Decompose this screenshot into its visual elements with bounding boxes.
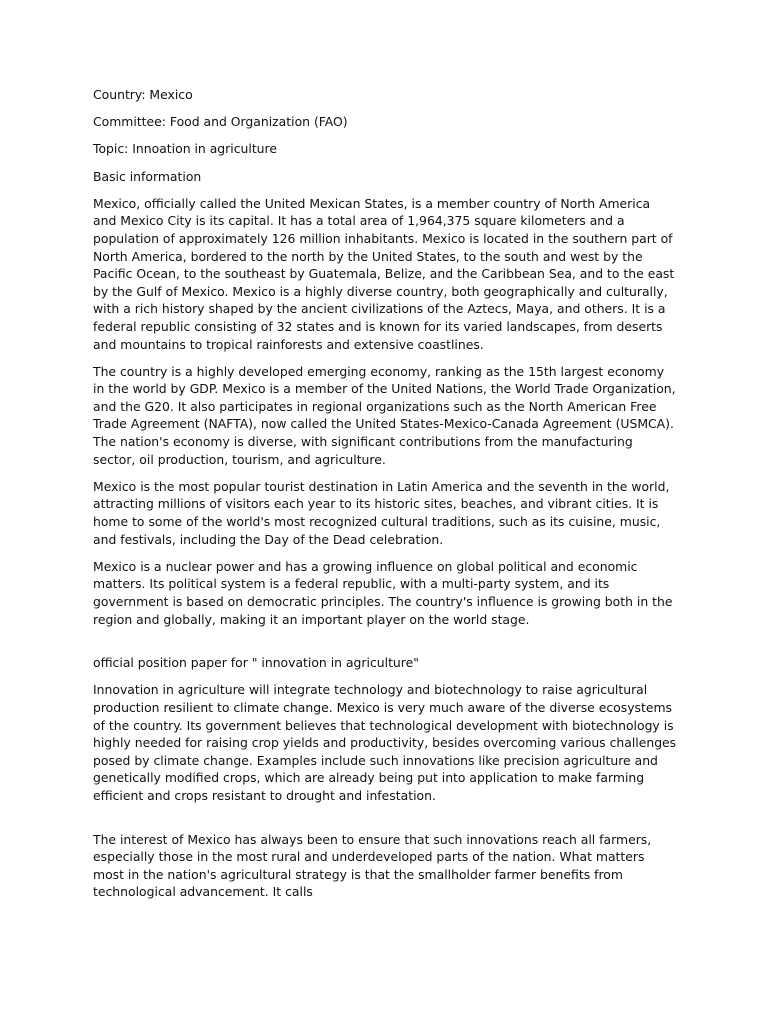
position-paper-title: official position paper for " innovation in agriculture" xyxy=(93,655,419,671)
paragraph-politics: Mexico is a nuclear power and has a growing influence on global political and economic matters. Its political system is a federal republic, with a multi-party system, and its government is based on democratic principles. The country's influence is growing both in the region and globally, making it an important player on the world stage. xyxy=(93,558,673,627)
country-line: Country: Mexico xyxy=(93,87,193,102)
paragraph-innovation: Innovation in agriculture will integrate technology and biotechnology to raise agricultural production resilient to climate change. Mexico is very much aware of the diverse ecosystems of the country. Its government believes that technological development with biotechnology is highly needed for raising crop yields and productivity, besides overcoming various challenges posed by climate change. Examples include such innovations like precision agriculture and genetically modified crops, which are already being put into application to make farming efficient and crops resistant to drought and infestation. xyxy=(93,682,677,803)
document-page xyxy=(93,86,677,911)
paragraph-tourism: Mexico is the most popular tourist destination in Latin America and the seventh in the world, attracting millions of visitors each year to its historic sites, beaches, and vibrant cities. It is home to some of the world's most recognized cultural traditions, such as its cuisine, music, and festivals, including the Day of the Dead celebration. xyxy=(93,478,670,547)
topic-line: Topic: Innoation in agriculture xyxy=(93,141,277,157)
paragraph-overview: Mexico, officially called the United Mexican States, is a member country of North America and Mexico City is its capital. It has a total area of 1,964,375 square kilometers and a population of approximately 126 million inhabitants. Mexico is located in the southern part of North America, bordered to the north by the United States, to the south and west by the Pacific Ocean, to the southeast by Guatemala, Belize, and the Caribbean Sea, and to the east by the Gulf of Mexico. Mexico is a highly diverse country, both geographically and culturally, with a rich history shaped by the ancient civilizations of the Aztecs, Maya, and others. It is a federal republic consisting of 32 states and is known for its varied landscapes, from deserts and mountains to tropical rainforests and extensive coastlines. xyxy=(93,195,675,352)
committee-line: Committee: Food and Organization (FAO) xyxy=(93,114,348,130)
section-heading: Basic information xyxy=(93,168,202,184)
paragraph-economy: The country is a highly developed emerging economy, ranking as the 15th largest economy in the world by GDP. Mexico is a member of the United Nations, the World Trade Organization, and the G20. It also participates in regional organizations such as the North American Free Trade Agreement (NAFTA), now called the United States-Mexico-Canada Agreement (USMCA). The nation's economy is diverse, with significant contributions from the manufacturing sector, oil production, tourism, and agriculture. xyxy=(93,363,676,467)
paragraph-smallholders: The interest of Mexico has always been to ensure that such innovations reach all farmers, especially those in the most rural and underdeveloped parts of the nation. What matters most in the nation's agricultural strategy is that the smallholder farmer benefits from technological advancement. It calls xyxy=(93,831,652,900)
